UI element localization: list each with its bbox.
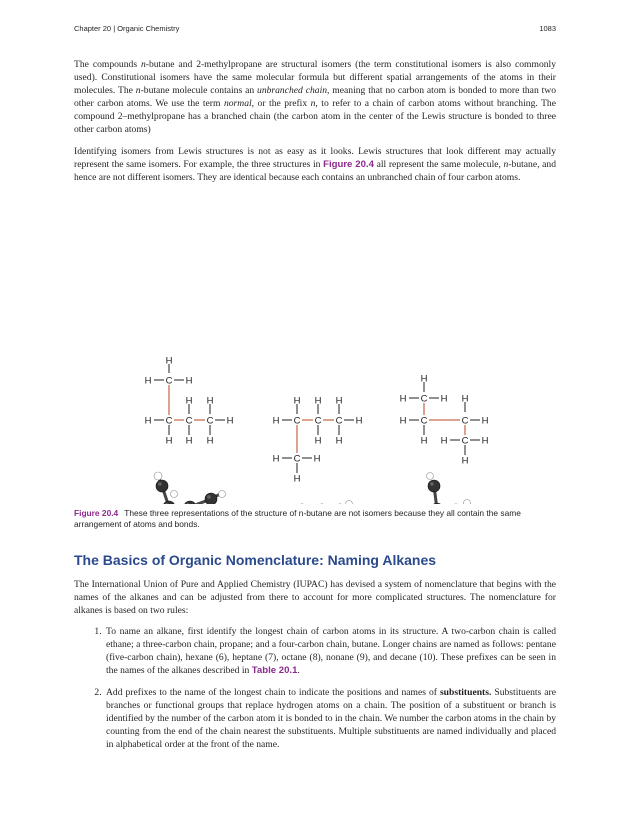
sphere-highlight (158, 482, 162, 486)
hydrogen-atom-label: H (272, 415, 280, 427)
sphere-highlight (428, 474, 430, 476)
figure-caption (74, 508, 556, 530)
hydrogen-atom-label: H (206, 435, 214, 447)
carbon-atom-label: C (314, 415, 322, 427)
hydrogen-atom-label: H (314, 395, 322, 407)
carbon-atom-label: C (420, 415, 428, 427)
hydrogen-atom-label: H (272, 453, 280, 465)
nomenclature-rules-list (74, 625, 556, 751)
sphere-highlight (220, 492, 222, 494)
hydrogen-atom-label: H (185, 395, 193, 407)
figure-20-4 (74, 192, 556, 504)
hydrogen-sphere (219, 490, 226, 497)
hydrogen-sphere (171, 490, 178, 497)
hydrogen-atom-label: H (420, 435, 428, 447)
sphere-highlight (465, 501, 467, 503)
carbon-sphere (205, 493, 217, 504)
rule-item-2: 2. Add prefixes to the name of the longest chain to indicate the positions and names of substituents. Substituents are branches or functional groups that replace hydrogen atoms on a chain. The position of a substituent or branch is identified by the number of the carbon atom it is bonded to in the chain. We number the carbon atoms in the chain by counting from the end of the chain nearest the substituents. Multiple substituents are named individually and placed in alphabetical order at the front of the name. (104, 686, 556, 751)
paragraph-isomers: The compounds n-butane and 2-methylpropane are structural isomers (the term constitutional isomers is also commonly used). Constitutional isomers have the same molecular formula but different spatial arrangements of the atoms in their molecules. The n-butane molecule contains an unbranched chain, meaning that no carbon atom is bonded to more than two other carbon atoms. We use the term normal, or the prefix n, to refer to a chain of carbon atoms without branching. The compound 2–methylpropane has a branched chain (the carbon atom in the center of the Lewis structure is bonded to three other carbon atoms) (74, 59, 556, 136)
hydrogen-atom-label: H (399, 415, 407, 427)
page-number: 1083 (539, 24, 556, 33)
hydrogen-atom-label: H (165, 355, 173, 367)
sphere-highlight (207, 495, 211, 499)
carbon-sphere (431, 503, 443, 504)
carbon-sphere (156, 480, 168, 492)
paragraph-iupac: The International Union of Pure and Applied Chemistry (IUPAC) has devised a system of nomenclature that begins with the names of the alkanes and can be adjusted from there to account for more complicated structures. The nomenclature for alkanes is based on two rules: (74, 578, 556, 617)
carbon-atom-label: C (165, 375, 173, 387)
hydrogen-atom-label: H (185, 375, 193, 387)
rule-item-1: 1. To name an alkane, first identify the longest chain of carbon atoms in its structure. A two-carbon chain is called ethane; a three-carbon chain, propane; and a four-carbon chain, butane. Longer chains are named as follows: pentane (five-carbon chain), hexane (6), heptane (7), octane (8), nonane (9), and decane (10). These prefixes can be seen in the names of the alkanes described in Table 20.1. (104, 625, 556, 677)
carbon-sphere (163, 501, 175, 504)
hydrogen-sphere (346, 500, 353, 504)
hydrogen-atom-label: H (144, 375, 152, 387)
hydrogen-sphere (464, 499, 471, 504)
hydrogen-atom-label: H (355, 415, 363, 427)
hydrogen-atom-label: H (144, 415, 152, 427)
carbon-atom-label: C (461, 435, 469, 447)
hydrogen-atom-label: H (399, 393, 407, 405)
hydrogen-atom-label: H (481, 415, 489, 427)
carbon-atom-label: C (293, 453, 301, 465)
page-content (74, 58, 556, 759)
hydrogen-atom-label: H (420, 373, 428, 385)
section-heading: The Basics of Organic Nomenclature: Naming Alkanes (74, 551, 437, 568)
carbon-atom-label: C (461, 415, 469, 427)
hydrogen-atom-label: H (185, 435, 193, 447)
hydrogen-atom-label: H (440, 435, 448, 447)
carbon-atom-label: C (206, 415, 214, 427)
hydrogen-atom-label: H (461, 393, 469, 405)
carbon-sphere (428, 480, 440, 492)
figure-20-4-drawing (74, 192, 556, 504)
hydrogen-atom-label: H (226, 415, 234, 427)
carbon-atom-label: C (420, 393, 428, 405)
sphere-highlight (430, 482, 434, 486)
hydrogen-atom-label: H (481, 435, 489, 447)
chapter-title: Chapter 20 | Organic Chemistry (74, 24, 180, 33)
sphere-highlight (347, 502, 349, 504)
hydrogen-atom-label: H (293, 395, 301, 407)
hydrogen-atom-label: H (165, 435, 173, 447)
hydrogen-atom-label: H (461, 455, 469, 467)
sphere-highlight (172, 492, 174, 494)
hydrogen-atom-label: H (313, 453, 321, 465)
carbon-sphere (184, 501, 196, 504)
carbon-atom-label: C (293, 415, 301, 427)
hydrogen-sphere (154, 472, 162, 480)
hydrogen-atom-label: H (206, 395, 214, 407)
hydrogen-atom-label: H (293, 473, 301, 485)
carbon-atom-label: C (165, 415, 173, 427)
hydrogen-atom-label: H (440, 393, 448, 405)
hydrogen-atom-label: H (314, 435, 322, 447)
figure-link[interactable]: Figure 20.4 (323, 158, 374, 170)
paragraph-identifying-isomers: Identifying isomers from Lewis structures is not as easy as it looks. Lewis structures that look different may actually represent the same isomers. For example, the three structures in Figure 20.4 all represent the same molecule, n-butane, and hence are not different isomers. They are identical because each contains an unbranched chain of four carbon atoms. (74, 145, 556, 183)
caption-label: Figure 20.4 (74, 507, 119, 518)
hydrogen-atom-label: H (335, 435, 343, 447)
table-link[interactable]: Table 20.1 (251, 665, 298, 677)
sphere-highlight (155, 473, 157, 475)
carbon-atom-label: C (185, 415, 193, 427)
caption-text: These three representations of the structure of n-butane are not isomers because they all contain the same arrangement of atoms and bonds. (74, 507, 521, 529)
page-header (74, 24, 556, 38)
hydrogen-sphere (427, 472, 434, 479)
hydrogen-atom-label: H (335, 395, 343, 407)
carbon-atom-label: C (335, 415, 343, 427)
